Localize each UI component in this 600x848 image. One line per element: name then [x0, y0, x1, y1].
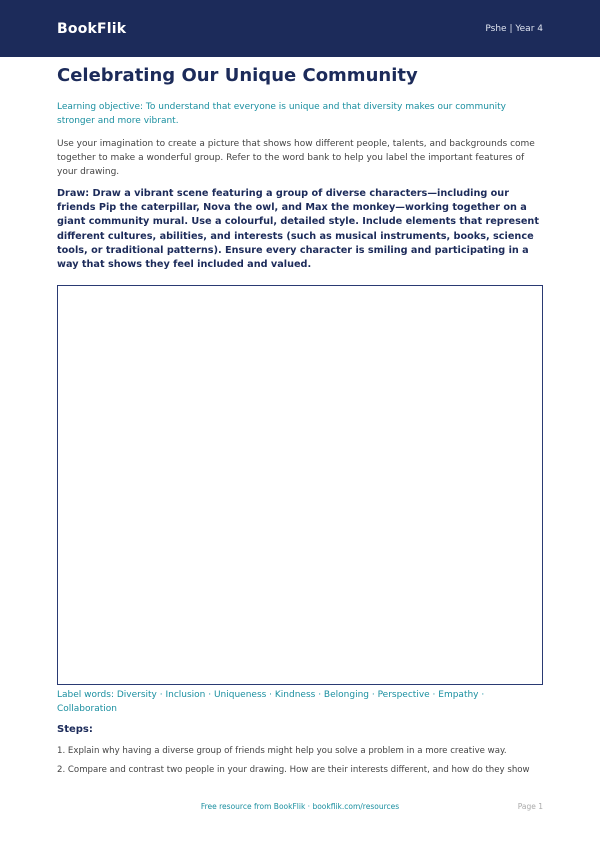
label-words: Label words: Diversity · Inclusion · Uniqueness · Kindness · Belonging · Perspective · Empathy · Collaboration: [57, 690, 485, 714]
steps-heading: Steps:: [57, 724, 93, 735]
draw-instruction: Draw: Draw a vibrant scene featuring a group of diverse characters—including our friends Pip the caterpillar, Nova the owl, and Max the monkey—working together on a giant community mural. Use a colourful, detailed style. Include elements that represent different cultures, abilities, and interests (such as musical instruments, books, science tools, or traditional patterns). Ensure every character is smiling and participating in a way that shows they feel included and valued.: [57, 188, 539, 271]
step-item: 1. Explain why having a diverse group of friends might help you solve a problem in a more creative way.: [57, 746, 507, 756]
worksheet-intro: [57, 65, 543, 272]
brand-logo: BookFlik: [57, 20, 127, 37]
step-item: 2. Compare and contrast two people in your drawing. How are their interests different, and how do they show: [57, 765, 530, 775]
page-title: Celebrating Our Unique Community: [57, 65, 418, 86]
intro-text: Use your imagination to create a picture that shows how different people, talents, and backgrounds come together to make a wonderful group. Refer to the word bank to help you label the important features of your drawing.: [57, 139, 535, 177]
page-number: Page 1: [517, 802, 543, 811]
learning-objective: Learning objective: To understand that everyone is unique and that diversity makes our community stronger and more vibrant.: [57, 102, 506, 126]
drawing-area[interactable]: [57, 285, 543, 685]
footer-source: Free resource from BookFlik · bookflik.com/resources: [200, 802, 400, 811]
page-header: [0, 0, 600, 57]
subject-year-label: Pshe | Year 4: [485, 23, 543, 34]
steps-list: [57, 742, 543, 780]
